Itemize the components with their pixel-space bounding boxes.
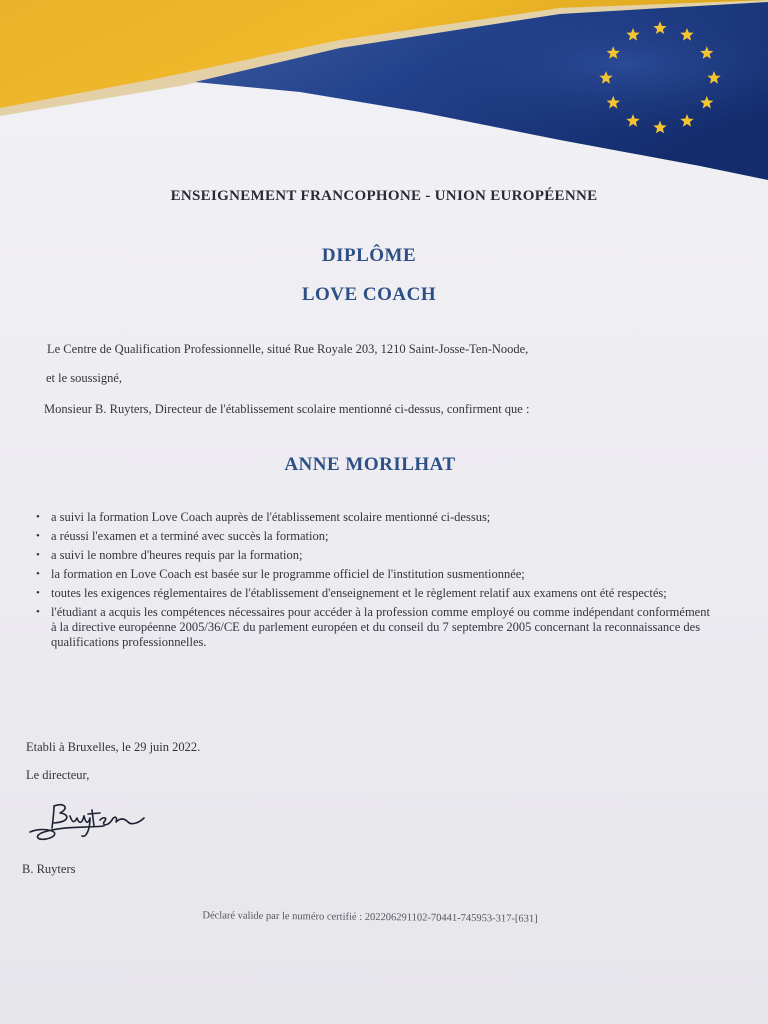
intro-line-2: et le soussigné,	[46, 371, 123, 385]
diploma-title: DIPLÔME	[321, 245, 417, 266]
bullet-icon: •	[36, 511, 40, 523]
institution-header: ENSEIGNEMENT FRANCOPHONE - UNION EUROPÉENNE	[170, 188, 598, 204]
recipient-name: ANNE MORILHAT	[284, 454, 456, 475]
list-item-text: l'étudiant a acquis les compétences nécessaires pour accéder à la profession comme employé ou comme indépendant conformément à la directive européenne 2005/36/CE du parlement européen et du conseil du 7 septembre 2005 concernant la reconnaissance des qualifications professionnelles.	[51, 605, 710, 649]
certificate-number: Déclaré valide par le numéro certifié : 202206291102-70441-745953-317-[631]	[202, 910, 538, 925]
bullet-icon: •	[36, 530, 40, 542]
eu-flag-banner	[0, 0, 768, 190]
bullet-icon: •	[36, 568, 40, 580]
list-item	[36, 605, 716, 650]
bullet-icon: •	[36, 606, 40, 618]
list-item-text: a suivi la formation Love Coach auprès de l'établissement scolaire mentionné ci-dessus;	[51, 510, 491, 524]
handwritten-signature	[24, 796, 148, 848]
list-item-text: toutes les exigences réglementaires de l'établissement d'enseignement et le règlement relatif aux examens ont été respectés;	[51, 586, 667, 600]
qualification-list	[36, 510, 716, 654]
list-item	[36, 548, 716, 563]
bullet-icon: •	[36, 587, 40, 599]
place-and-date: Etabli à Bruxelles, le 29 juin 2022.	[26, 740, 201, 754]
diploma-subject: LOVE COACH	[301, 284, 437, 305]
signatory-role: Le directeur,	[26, 768, 90, 782]
list-item-text: a réussi l'examen et a terminé avec succès la formation;	[51, 529, 329, 543]
list-item	[36, 586, 716, 601]
list-item	[36, 529, 716, 544]
list-item-text: la formation en Love Coach est basée sur le programme officiel de l'institution susmentionnée;	[51, 567, 525, 581]
list-item	[36, 510, 716, 525]
intro-line-3: Monsieur B. Ruyters, Directeur de l'établissement scolaire mentionné ci-dessus, confirment que :	[44, 402, 530, 416]
list-item	[36, 567, 716, 582]
signatory-name: B. Ruyters	[22, 862, 76, 876]
list-item-text: a suivi le nombre d'heures requis par la formation;	[51, 548, 303, 562]
bullet-icon: •	[36, 549, 40, 561]
intro-line-1: Le Centre de Qualification Professionnelle, situé Rue Royale 203, 1210 Saint-Josse-Ten-Noode,	[47, 342, 529, 356]
